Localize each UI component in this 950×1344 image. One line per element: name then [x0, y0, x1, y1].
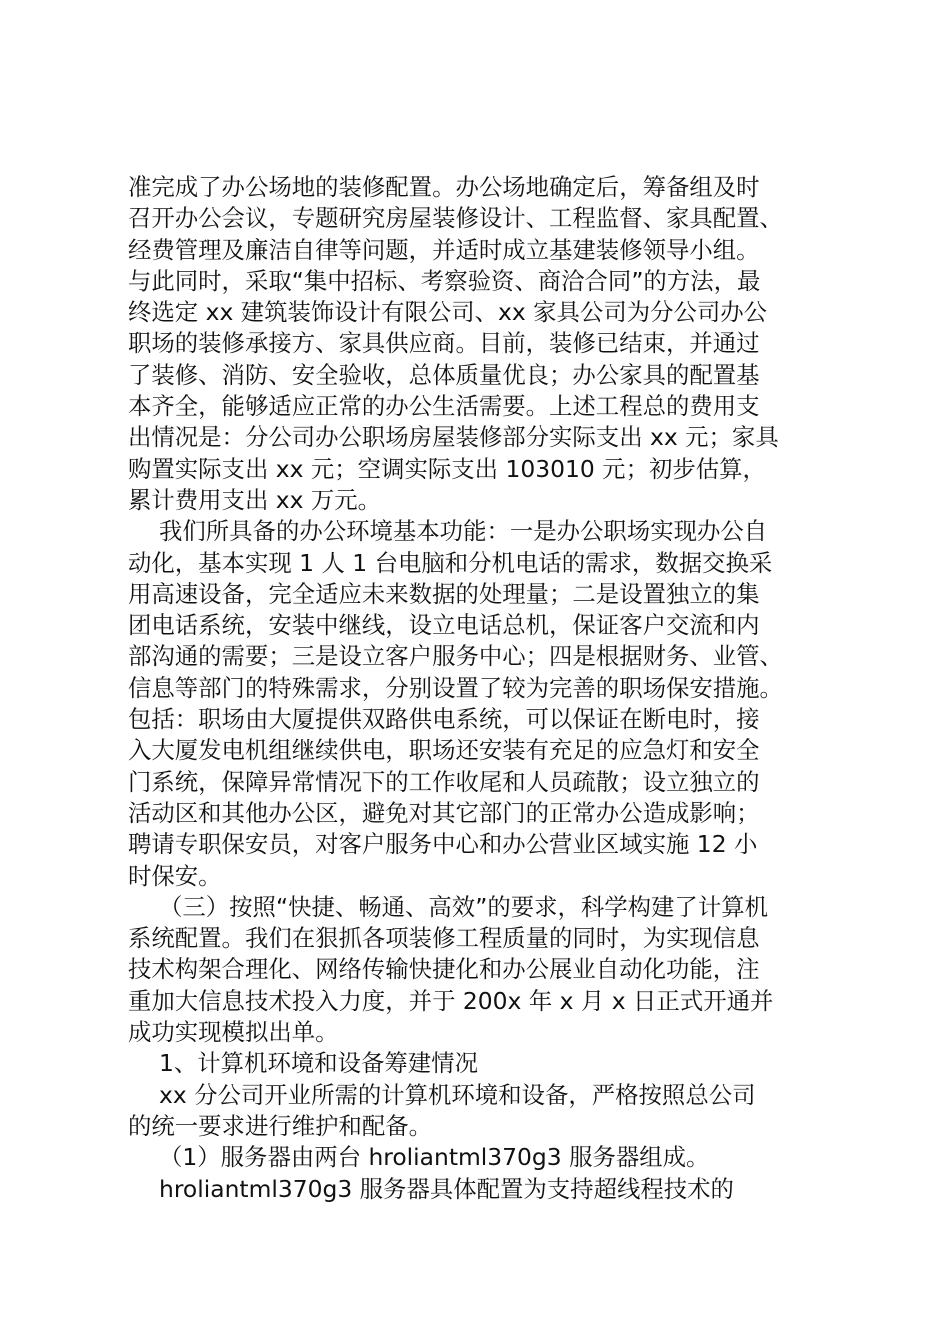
paragraph	[128, 1174, 833, 1205]
text-line: 信息等部门的特殊需求，分别设置了较为完善的职场保安措施。	[128, 673, 783, 702]
paragraph	[128, 1080, 833, 1143]
paragraph	[128, 1048, 833, 1079]
text-line: 活动区和其他办公区，避免对其它部门的正常办公造成影响；	[128, 798, 760, 827]
text-line: 入大厦发电机组继续供电，职场还安装有充足的应急灯和安全	[128, 736, 760, 765]
text-line: 经费管理及廉洁自律等问题，并适时成立基建装修领导小组。	[128, 235, 760, 264]
paragraph	[128, 892, 833, 1048]
text-line: xx 分公司开业所需的计算机环境和设备，严格按照总公司	[159, 1080, 756, 1109]
paragraph	[128, 516, 833, 892]
text-line: 累计费用支出 xx 万元。	[128, 485, 382, 514]
text-line: 时保安。	[128, 861, 222, 890]
text-line: 的统一要求进行维护和配备。	[128, 1111, 433, 1140]
paragraph	[128, 172, 833, 516]
text-line: 成功实现模拟出单。	[128, 1018, 339, 1047]
text-line: 职场的装修承接方、家具供应商。目前，装修已结束，并通过	[128, 329, 760, 358]
text-line: 1、计算机环境和设备筹建情况	[159, 1049, 478, 1078]
text-line: 技术构架合理化、网络传输快捷化和办公展业自动化功能，注	[128, 955, 760, 984]
document-body	[128, 172, 833, 1205]
text-line: 团电话系统，安装中继线，设立电话总机，保证客户交流和内	[128, 611, 760, 640]
text-line: 部沟通的需要；三是设立客户服务中心；四是根据财务、业管、	[128, 642, 783, 671]
text-line: 系统配置。我们在狠抓各项装修工程质量的同时，为实现信息	[128, 924, 760, 953]
text-line: 终选定 xx 建筑装饰设计有限公司、xx 家具公司为分公司办公	[128, 298, 768, 327]
text-line: 与此同时，采取“集中招标、考察验资、商洽合同”的方法，最	[128, 266, 761, 295]
text-line: 了装修、消防、安全验收，总体质量优良；办公家具的配置基	[128, 360, 760, 389]
text-line: （1）服务器由两台 hroliantml370g3 服务器组成。	[159, 1143, 710, 1172]
text-line: 购置实际支出 xx 元；空调实际支出 103010 元；初步估算，	[128, 454, 766, 483]
text-line: 重加大信息技术投入力度，并于 200x 年 x 月 x 日正式开通并	[128, 986, 774, 1015]
paragraph	[128, 1142, 833, 1173]
text-line: 动化，基本实现 1 人 1 台电脑和分机电话的需求，数据交换采	[128, 548, 773, 577]
text-line: 本齐全，能够适应正常的办公生活需要。上述工程总的费用支	[128, 392, 760, 421]
text-line: 出情况是：分公司办公职场房屋装修部分实际支出 xx 元；家具	[128, 423, 779, 452]
text-line: 包括：职场由大厦提供双路供电系统，可以保证在断电时，接	[128, 705, 760, 734]
text-line: 门系统，保障异常情况下的工作收尾和人员疏散；设立独立的	[128, 767, 760, 796]
text-line: 聘请专职保安员，对客户服务中心和办公营业区域实施 12 小	[128, 830, 758, 859]
text-line: 用高速设备，完全适应未来数据的处理量；二是设置独立的集	[128, 579, 760, 608]
text-line: 准完成了办公场地的装修配置。办公场地确定后，筹备组及时	[128, 173, 760, 201]
text-line: （三）按照“快捷、畅通、高效”的要求，科学构建了计算机	[159, 892, 768, 921]
text-line: 召开办公会议，专题研究房屋装修设计、工程监督、家具配置、	[128, 204, 783, 233]
text-line: hroliantml370g3 服务器具体配置为支持超线程技术的	[159, 1174, 734, 1203]
text-line: 我们所具备的办公环境基本功能：一是办公职场实现办公自	[159, 517, 768, 546]
